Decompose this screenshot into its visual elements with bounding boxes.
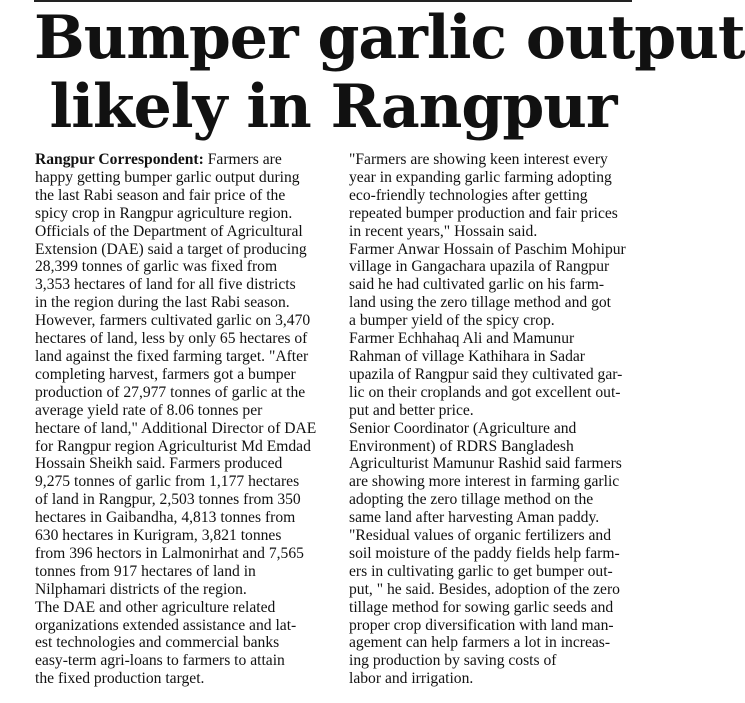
headline-line-1: Bumper garlic output (34, 3, 745, 73)
article-line: est technologies and commercial banks (35, 634, 280, 652)
dateline: Rangpur Correspondent: (35, 151, 204, 168)
article-line: hectares of land, less by only 65 hectares of (35, 330, 308, 348)
article-line: are showing more interest in farming garlic (349, 473, 620, 491)
article-line: soil moisture of the paddy fields help farm- (349, 544, 620, 562)
article-line: production of 27,977 tonnes of garlic at the (35, 383, 306, 401)
article-text: Farmers are (203, 151, 282, 168)
article-line: of land in Rangpur, 2,503 tonnes from 350 (35, 491, 301, 509)
article-line: Environment) of RDRS Bangladesh (349, 437, 574, 455)
article-line: Extension (DAE) said a target of producing (35, 240, 307, 258)
article-line: land using the zero tillage method and got (349, 294, 611, 312)
article-line: Farmer Echhahaq Ali and Mamunur (349, 330, 575, 348)
article-line: in recent years," Hossain said. (349, 222, 538, 240)
article-line: "Farmers are showing keen interest every (349, 151, 608, 168)
article-line: land against the fixed farming target. "After (35, 347, 309, 365)
article-line: ing production by saving costs of (349, 652, 557, 670)
article-line: put and better price. (349, 401, 474, 419)
article-line: 3,353 hectares of land for all five districts (35, 276, 296, 294)
article-line: village in Gangachara upazila of Rangpur (349, 258, 610, 276)
article-line: proper crop diversification with land man- (349, 616, 614, 634)
article-line: a bumper yield of the spicy crop. (349, 312, 555, 330)
article-line: 630 hectares in Kurigram, 3,821 tonnes (35, 527, 282, 545)
article-line: the fixed production target. (35, 670, 205, 688)
article-line: same land after harvesting Aman paddy. (349, 509, 600, 527)
article-line: lic on their croplands and got excellent out- (349, 383, 621, 401)
article-line: Rahman of village Kathihara in Sadar (349, 347, 585, 365)
article-column-right (349, 151, 639, 688)
article-line: organizations extended assistance and lat- (35, 616, 297, 634)
article-line: completing harvest, farmers got a bumper (35, 365, 296, 383)
article-line: "Residual values of organic fertilizers and (349, 527, 611, 545)
article-line: Agriculturist Mamunur Rashid said farmers (349, 455, 622, 473)
article-line: spicy crop in Rangpur agriculture region. (35, 204, 293, 222)
article-line (35, 151, 335, 169)
article-line: The DAE and other agriculture related (35, 598, 276, 616)
article-line: hectares in Gaibandha, 4,813 tonnes from (35, 509, 296, 527)
article-line: in the region during the last Rabi season. (35, 294, 290, 312)
article-line: However, farmers cultivated garlic on 3,470 (35, 312, 311, 330)
article-line: 9,275 tonnes of garlic from 1,177 hectares (35, 473, 300, 491)
article-line: eco-friendly technologies after getting (349, 186, 588, 204)
article-line: ers in cultivating garlic to get bumper out- (349, 562, 613, 580)
article-line: put, " he said. Besides, adoption of the zero (349, 580, 620, 598)
headline (34, 3, 745, 142)
article-line: repeated bumper production and fair prices (349, 204, 618, 222)
article-line: tillage method for sowing garlic seeds and (349, 598, 614, 616)
article-line: Hossain Sheikh said. Farmers produced (35, 455, 283, 473)
article-line: year in expanding garlic farming adopting (349, 168, 612, 186)
article-line: Senior Coordinator (Agriculture and (349, 419, 577, 437)
headline-line-2: likely in Rangpur (49, 72, 617, 142)
article-line: agement can help farmers a lot in increas- (349, 634, 611, 652)
article-line: upazila of Rangpur said they cultivated gar- (349, 365, 623, 383)
article-column-left (35, 151, 335, 688)
article-line: from 396 hectors in Lalmonirhat and 7,565 (35, 544, 304, 562)
article-line: easy-term agri-loans to farmers to attain (35, 652, 285, 670)
article-line: Nilphamari districts of the region. (35, 580, 247, 598)
article-line: hectare of land," Additional Director of DAE (35, 419, 317, 437)
article-line: Officials of the Department of Agricultural (35, 222, 303, 240)
top-rule (34, 0, 632, 2)
article-line: Farmer Anwar Hossain of Paschim Mohipur (349, 240, 626, 258)
article-line: the last Rabi season and fair price of the (35, 186, 286, 204)
article-line: adopting the zero tillage method on the (349, 491, 594, 509)
article-line: labor and irrigation. (349, 670, 474, 688)
article-line: tonnes from 917 hectares of land in (35, 562, 256, 580)
article-line: happy getting bumper garlic output during (35, 168, 300, 186)
article-line: 28,399 tonnes of garlic was fixed from (35, 258, 278, 276)
article-line: said he had cultivated garlic on his farm- (349, 276, 605, 294)
article-line: for Rangpur region Agriculturist Md Emdad (35, 437, 311, 455)
article-line: average yield rate of 8.06 tonnes per (35, 401, 263, 419)
